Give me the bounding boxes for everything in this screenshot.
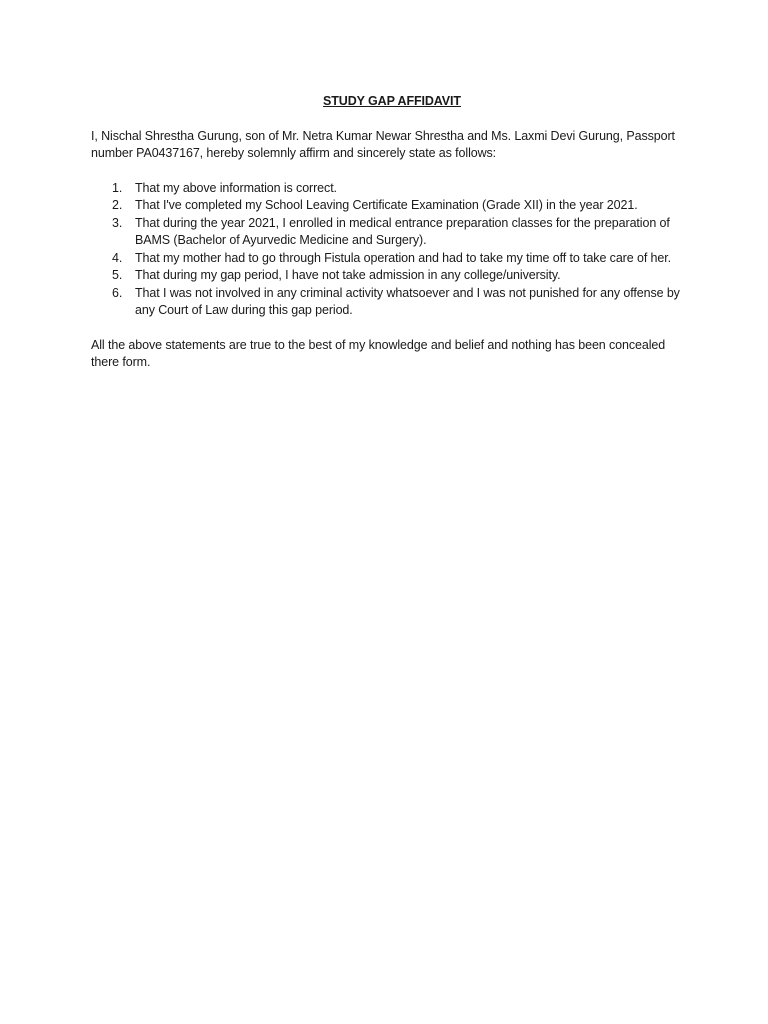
statement-item xyxy=(91,285,691,320)
statement-number: 6. xyxy=(112,285,123,300)
statement-number: 5. xyxy=(112,268,123,282)
document-title: STUDY GAP AFFIDAVIT xyxy=(323,94,461,108)
closing-paragraph: All the above statements are true to the best of my knowledge and belief and nothing has been concealed there form. xyxy=(91,337,666,369)
statement-number: 2. xyxy=(112,198,123,212)
statement-item xyxy=(91,197,691,215)
statement-number: 3. xyxy=(112,215,123,230)
affidavit-body xyxy=(91,93,691,372)
statement-number: 1. xyxy=(112,180,123,195)
statement-text: That I've completed my School Leaving Certificate Examination (Grade XII) in the year 2021. xyxy=(135,198,638,212)
statement-text: That my mother had to go through Fistula operation and had to take my time off to take care of her. xyxy=(135,250,672,265)
statement-text: That during the year 2021, I enrolled in medical entrance preparation classes for the preparation of BAMS (Bachelor of Ayurvedic Medicine and Surgery). xyxy=(135,215,670,247)
statement-text: That my above information is correct. xyxy=(135,180,337,195)
statement-number: 4. xyxy=(112,250,123,265)
statement-text: That I was not involved in any criminal activity whatsoever and I was not punished for any offense by any Court of Law during this gap period. xyxy=(135,285,680,317)
statement-item xyxy=(91,250,691,268)
statement-item xyxy=(91,215,691,250)
statement-text: That during my gap period, I have not take admission in any college/university. xyxy=(135,268,561,282)
statement-item xyxy=(91,267,691,285)
statement-list xyxy=(91,180,691,320)
intro-paragraph: I, Nischal Shrestha Gurung, son of Mr. Netra Kumar Newar Shrestha and Ms. Laxmi Devi Gurung, Passport number PA0437167, hereby solemnly affirm and sincerely state as follows: xyxy=(91,128,675,160)
statement-item xyxy=(91,180,691,198)
